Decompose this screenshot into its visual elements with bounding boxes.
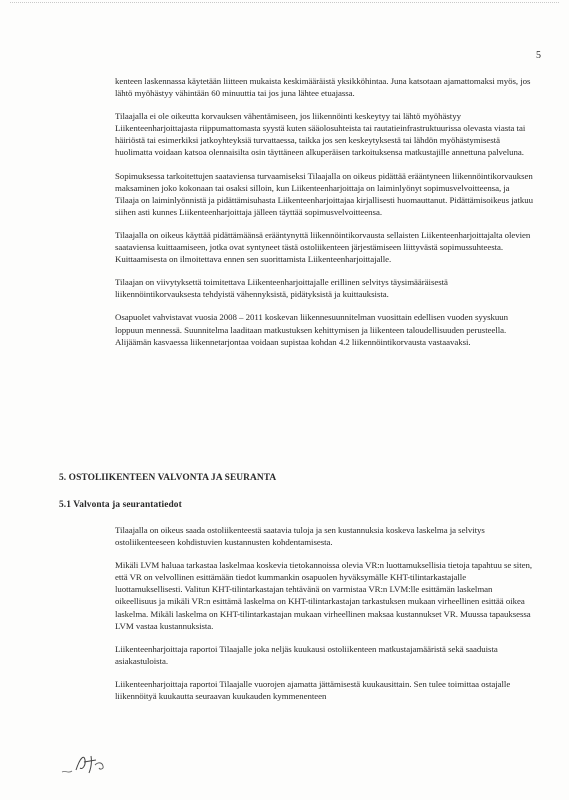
paragraph: Mikäli LVM haluaa tarkastaa laskelmaa koskevia tietokannoissa olevia VR:n luottamuksellisia tietoja tapahtuu se siten, että VR on velvollinen esittämään tiedot kummankin osapuolen hyväksymälle KHT-tilintarkastajalle luottamuksellisesti. Valitun KHT-tilintarkastajan tehtävänä on varmistaa VR:n LVM:lle esittämän laskelman oikeellisuus ja mikäli VR:n esittämä laskelma on KHT-tilintarkastajan tarkastuksen mukaan virheellinen esittää oikea laskelma. Mikäli laskelma on KHT-tilintarkastajan mukaan virheellinen maksaa kustannukset VR. Muussa tapauksessa LVM vastaa kustannuksista. <box>115 560 533 631</box>
paragraph: Sopimuksessa tarkoitettujen saataviensa turvaamiseksi Tilaajalla on oikeus pidättää erääntyneen liikennöintikorvauksen maksaminen joko kokonaan tai osaksi silloin, kun Liikenteenharjoittaja on laiminlyönyt sopimusvelvoitteensa, ja Tilaaja on laiminlyönnistä ja pidättämisuhasta Liikenteenharjoittajaa kirjallisesti huomauttanut. Pidättämisoikeus jatkuu siihen asti kunnes Liikenteenharjoittaja jälleen täyttää sopimusvelvoitteensa. <box>115 170 534 217</box>
paragraph: Liikenteenharjoittaja raportoi Tilaajalle joka neljäs kuukausi ostoliikenteen matkustajamääristä sekä saaduista asiakastuloista. <box>115 643 498 666</box>
initials-signature <box>58 748 128 778</box>
section-heading: 5. OSTOLIIKENTEEN VALVONTA JA SEURANTA <box>59 473 277 483</box>
body-text-upper <box>115 75 535 359</box>
paragraph: Liikenteenharjoittaja raportoi Tilaajalle vuorojen ajamatta jättämisestä kuukausittain. Sen tulee toimittaa ostajalle liikennöityä kuukautta seuraavan kuukauden kymmenenteen <box>115 678 511 702</box>
paragraph: Tilaajalla on oikeus saada ostoliikenteestä saatavia tuloja ja sen kustannuksia koskeva laskelma ja selvitys ostoliikenteeseen kohdistuvien kustannusten kohdentamisesta. <box>115 525 485 548</box>
page-top-edge <box>10 2 559 4</box>
paragraph: Tilaajalla on oikeus käyttää pidättämäänsä erääntynyttä liikennöintikorvausta sellaisten Liikenteenharjoittajalta olevien saataviensa kuittaamiseen, jotka ovat syntyneet tästä ostoliikenteen järjestämiseen liittyvästä sopimussuhteesta. Kuittaamisesta on ilmoitettava ennen sen suorittamista Liikenteenharjoittajalle. <box>115 229 531 265</box>
paragraph: Tilaajalla ei ole oikeutta korvauksen vähentämiseen, jos liikennöinti keskeytyy tai lähtö myöhästyy Liikenteenharjoittajasta riippumattomasta syystä kuten sääolosuhteista tai rautatieinfrastruktuurissa olevasta viasta tai häiriöstä tai esimerkiksi jatkoyhteyksiä turvattaessa, taikka jos sen keskeytyksestä tai lähdön myöhästymisestä huolimatta voidaan katsoa olennaisilta osin täyttäneen alkuperäisen tarkoituksensa matkustajille annettuna palveluna. <box>115 111 526 158</box>
paragraph: Osapuolet vahvistavat vuosia 2008 – 2011 koskevan liikennesuunnitelman vuosittain edellisen vuoden syyskuun loppuun mennessä. Suunnitelma laaditaan matkustuksen kehittymisen ja liikenteen taloudellisuuden perusteella. Alijäämän kasvaessa liikennetarjontaa voidaan supistaa kohdan 4.2 liikennöintikorvausta vastaavaksi. <box>115 312 508 347</box>
body-text-lower <box>115 524 535 713</box>
subsection-heading: 5.1 Valvonta ja seurantatiedot <box>59 500 182 510</box>
page-number: 5 <box>536 50 541 61</box>
paragraph: kenteen laskennassa käytetään liitteen mukaista keskimääräistä yksikköhintaa. Juna katsotaan ajamattomaksi myös, jos lähtö myöhästyy vähintään 60 minuuttia tai jos juna lähtee etuajassa. <box>115 76 531 99</box>
paragraph: Tilaajan on viivytyksettä toimitettava Liikenteenharjoittajalle erillinen selvitys täysimääräisestä liikennöintikorvauksesta tehdyistä vähennyksistä, pidätyksistä ja kuittauksista. <box>115 277 448 300</box>
